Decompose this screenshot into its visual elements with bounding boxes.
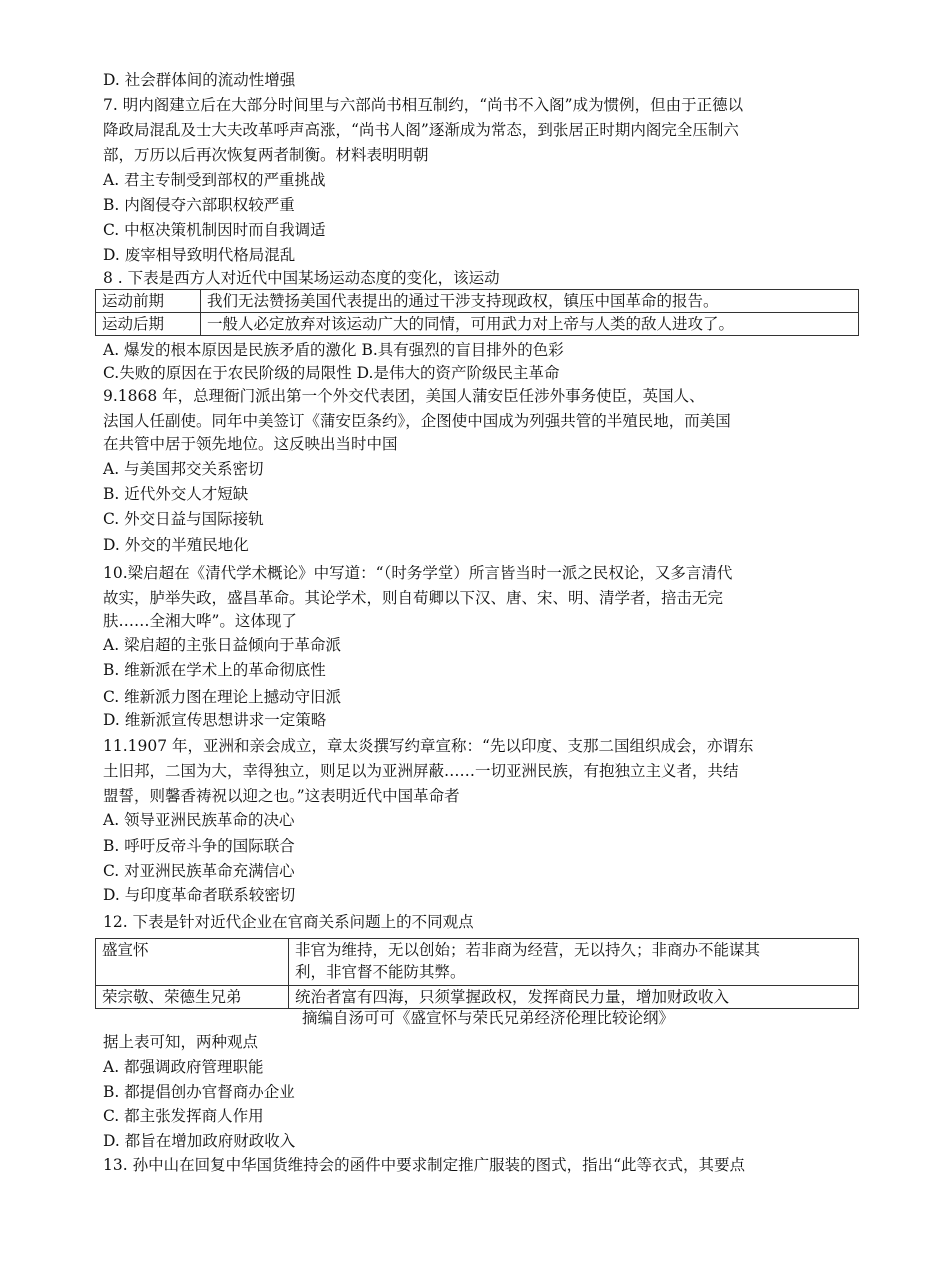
q10-stem-line2: 故实，胪举失政，盛昌革命。其论学术，则自荀卿以下汉、唐、宋、明、清学者，掊击无完 bbox=[103, 589, 724, 607]
q7-stem-line2: 降政局混乱及士大夫改革呼声高涨，“尚书人阁”逐渐成为常态，到张居正时期内阁完全压制六 bbox=[103, 121, 739, 139]
q12-table bbox=[95, 938, 859, 1009]
q11-stem-line3: 盟誓，则馨香祷祝以迎之也。”这表明近代中国革命者 bbox=[103, 787, 460, 805]
q11-stem-line2: 土旧邦，二国为大，幸得独立，则足以为亚洲屏蔽……一切亚洲民族，有抱独立主义者，共结 bbox=[103, 762, 739, 780]
q8-table-cell: 我们无法赞扬美国代表提出的通过干涉支持现政权，镇压中国革命的报告。 bbox=[201, 290, 859, 313]
q12-option-b: B. 都提倡创办官督商办企业 bbox=[103, 1083, 295, 1101]
q10-option-c: C. 维新派力图在理论上撼动守旧派 bbox=[103, 688, 342, 706]
q12-table-cell: 荣宗敬、荣德生兄弟 bbox=[96, 986, 289, 1009]
q9-option-b: B. 近代外交人才短缺 bbox=[103, 485, 249, 503]
q12-option-d: D. 都旨在增加政府财政收入 bbox=[103, 1132, 296, 1150]
q10-stem-line1: 10.梁启超在《清代学术概论》中写道：“（时务学堂）所言皆当时一派之民权论，又多言清代 bbox=[103, 564, 733, 582]
q8-table-cell: 运动前期 bbox=[96, 290, 201, 313]
q8-table-cell: 一般人必定放弃对该运动广大的同情，可用武力对上帝与人类的敌人进攻了。 bbox=[201, 313, 859, 336]
q12-source-citation: 摘编自汤可可《盛宣怀与荣氏兄弟经济伦理比较论纲》 bbox=[302, 1009, 675, 1027]
q9-option-a: A. 与美国邦交关系密切 bbox=[103, 460, 264, 478]
q11-option-c: C. 对亚洲民族革命充满信心 bbox=[103, 862, 295, 880]
q7-option-b: B. 内阁侵夺六部职权较严重 bbox=[103, 196, 295, 214]
q9-stem-line1: 9.1868 年，总理衙门派出第一个外交代表团，美国人蒲安臣任涉外事务使臣，英国人、 bbox=[103, 387, 705, 405]
q7-option-c: C. 中枢决策机制因时而自我调适 bbox=[103, 221, 326, 239]
q12-table-cell: 盛宣怀 bbox=[96, 939, 289, 986]
q12-option-a: A. 都强调政府管理职能 bbox=[103, 1058, 264, 1076]
q13-stem-line1: 13. 孙中山在回复中华国货维持会的函件中要求制定推广服装的图式，指出“此等衣式，其要点 bbox=[103, 1156, 746, 1174]
q7-option-d: D. 废宰相导致明代格局混乱 bbox=[103, 246, 296, 264]
table-row bbox=[96, 313, 859, 336]
q7-stem-line1: 7. 明内阁建立后在大部分时间里与六部尚书相互制约，“尚书不入阁”成为惯例，但由于正德以 bbox=[103, 96, 744, 114]
q12-table-cell-line: 利，非官督不能防其弊。 bbox=[295, 963, 466, 981]
q6-option-d: D. 社会群体间的流动性增强 bbox=[103, 71, 296, 89]
q12-table-cell-line: 非官为维持，无以创始；若非商为经营，无以持久；非商办不能谋其 bbox=[295, 941, 761, 959]
table-row bbox=[96, 939, 859, 986]
q12-table-cell bbox=[289, 939, 859, 986]
q10-stem-line3: 肤……全湘大哗”。这体现了 bbox=[103, 612, 297, 630]
q8-options-cd: C.失败的原因在于农民阶级的局限性 D.是伟大的资产阶级民主革命 bbox=[103, 364, 560, 382]
q12-stem: 12. 下表是针对近代企业在官商关系问题上的不同观点 bbox=[103, 913, 474, 931]
q8-options-ab: A. 爆发的根本原因是民族矛盾的激化 B.具有强烈的盲目排外的色彩 bbox=[103, 341, 564, 359]
q11-option-d: D. 与印度革命者联系较密切 bbox=[103, 886, 296, 904]
q11-stem-line1: 11.1907 年，亚洲和亲会成立，章太炎撰写约章宣称：“先以印度、支那二国组织成会，亦谓东 bbox=[103, 737, 754, 755]
q10-option-b: B. 维新派在学术上的革命彻底性 bbox=[103, 661, 326, 679]
q8-table bbox=[95, 289, 859, 336]
q12-table-cell: 统治者富有四海，只须掌握政权，发挥商民力量，增加财政收入 bbox=[289, 986, 859, 1009]
q12-option-c: C. 都主张发挥商人作用 bbox=[103, 1107, 264, 1125]
q9-option-c: C. 外交日益与国际接轨 bbox=[103, 510, 264, 528]
q9-stem-line3: 在共管中居于领先地位。这反映出当时中国 bbox=[103, 435, 398, 453]
q8-stem: 8 . 下表是西方人对近代中国某场运动态度的变化，该运动 bbox=[103, 269, 500, 287]
table-row bbox=[96, 290, 859, 313]
q10-option-a: A. 梁启超的主张日益倾向于革命派 bbox=[103, 636, 342, 654]
q7-option-a: A. 君主专制受到部权的严重挑战 bbox=[103, 171, 326, 189]
q11-option-b: B. 呼吁反帝斗争的国际联合 bbox=[103, 837, 295, 855]
q12-question: 据上表可知，两种观点 bbox=[103, 1033, 259, 1051]
q11-option-a: A. 领导亚洲民族革命的决心 bbox=[103, 811, 295, 829]
q9-stem-line2: 法国人任副使。同年中美签订《蒲安臣条约》，企图使中国成为列强共管的半殖民地，而美国 bbox=[103, 412, 731, 430]
q7-stem-line3: 部，万历以后再次恢复两者制衡。材料表明明朝 bbox=[103, 146, 429, 164]
q9-option-d: D. 外交的半殖民地化 bbox=[103, 536, 249, 554]
q8-table-cell: 运动后期 bbox=[96, 313, 201, 336]
q10-option-d: D. 维新派宣传思想讲求一定策略 bbox=[103, 711, 327, 729]
